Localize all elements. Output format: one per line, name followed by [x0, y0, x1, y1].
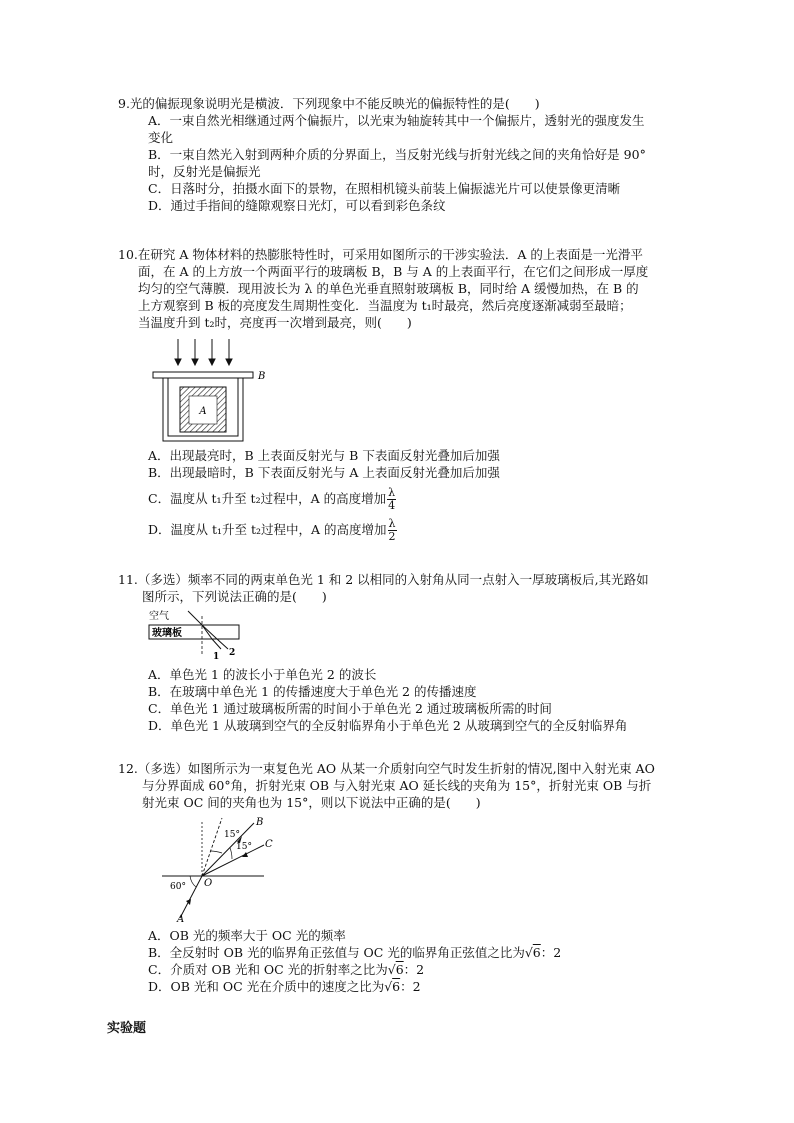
q12-figure-label-a: A — [177, 914, 185, 925]
q9-option-d: D．通过手指间的缝隙观察日光灯，可以看到彩色条纹 — [148, 198, 446, 213]
q9-option-a-line1: A．一束自然光相继通过两个偏振片，以光束为轴旋转其中一个偏振片，透射光的强度发生 — [148, 113, 645, 128]
q11-option-a: A．单色光 1 的波长小于单色光 2 的波长 — [148, 667, 377, 682]
q11-option-b: B．在玻璃中单色光 1 的传播速度大于单色光 2 的传播速度 — [148, 684, 477, 699]
q12-figure-angle-15a: 15° — [224, 830, 240, 840]
q12-figure-label-o: O — [204, 878, 213, 889]
q12-option-b: B．全反射时 OB 光的临界角正弦值与 OC 光的临界角正弦值之比为√6：2 — [148, 945, 562, 960]
question-11-stem-line2: 图所示，下列说法正确的是( ) — [142, 589, 327, 604]
q12-option-a: A．OB 光的频率大于 OC 光的频率 — [148, 928, 346, 943]
section-title-experiment: 实验题 — [107, 1021, 147, 1036]
q10-option-c-text: C．温度从 t₁升至 t₂过程中，A 的高度增加 — [148, 491, 387, 506]
ratio-tail: ：2 — [400, 979, 421, 994]
question-11 — [118, 571, 708, 605]
q10-option-d-fraction — [388, 518, 397, 543]
q12-figure-label-b: B — [256, 817, 264, 828]
q11-figure — [146, 608, 246, 664]
q11-figure-label-1: 1 — [213, 652, 220, 662]
q11-option-c: C．单色光 1 通过玻璃板所需的时间小于单色光 2 通过玻璃板所需的时间 — [148, 701, 552, 716]
q10-option-c — [148, 487, 708, 512]
question-10-stem-line2: 面，在 A 的上方放一个两面平行的玻璃板 B，B 与 A 的上表面平行，在它们之间形成一厚度 — [138, 264, 649, 279]
q12-option-c-text: C．介质对 OB 光和 OC 光的折射率之比为 — [148, 962, 388, 977]
q12-figure-label-c: C — [265, 839, 273, 850]
q10-option-d-text: D．温度从 t₁升至 t₂过程中，A 的高度增加 — [148, 522, 387, 537]
question-12 — [118, 760, 708, 811]
q11-option-d: D．单色光 1 从玻璃到空气的全反射临界角小于单色光 2 从玻璃到空气的全反射临界角 — [148, 718, 628, 733]
question-10-stem-line5: 当温度升到 t₂时，亮度再一次增到最亮，则( ) — [138, 315, 412, 330]
fraction-numerator: λ — [388, 517, 396, 530]
q12-option-d-text: D．OB 光和 OC 光在介质中的速度之比为 — [148, 979, 385, 994]
question-10-stem-line1: 10.在研究 A 物体材料的热膨胀特性时，可采用如图所示的干涉实验法．A 的上表面是一光滑平 — [118, 247, 643, 262]
q10-figure — [145, 335, 275, 447]
q10-figure-label-b: B — [258, 371, 266, 382]
question-9 — [118, 95, 708, 214]
question-12-stem-line3: 射光束 OC 间的夹角也为 15°，则以下说法中正确的是( ) — [142, 795, 481, 810]
question-10 — [118, 246, 708, 331]
question-12-stem-line2: 与分界面成 60°角，折射光束 OB 与入射光束 AO 延长线的夹角为 15°，折射光束 OB 与折 — [142, 778, 652, 793]
q9-option-a-line2: 变化 — [148, 130, 174, 145]
fraction-denominator: 4 — [388, 499, 396, 512]
q12-option-d: D．OB 光和 OC 光在介质中的速度之比为√6：2 — [148, 979, 421, 994]
q12-figure-angle-15b: 15° — [236, 842, 252, 852]
question-10-options — [118, 447, 708, 543]
q10-option-d — [148, 518, 708, 543]
ratio-tail: ：2 — [540, 945, 562, 960]
question-11-options — [118, 666, 708, 734]
question-10-stem-line3: 均匀的空气薄膜．现用波长为 λ 的单色光垂直照射玻璃板 B，同时给 A 缓慢加热，在 B 的 — [138, 281, 639, 296]
q11-figure-label-air: 空气 — [149, 611, 169, 622]
sqrt-radicand: 6 — [395, 962, 404, 977]
q10-figure-label-a: A — [199, 406, 207, 417]
q12-option-c: C．介质对 OB 光和 OC 光的折射率之比为√6：2 — [148, 962, 425, 977]
q9-option-b-line2: 时，反射光是偏振光 — [148, 164, 261, 179]
sqrt-radicand: 6 — [532, 945, 541, 960]
q11-figure-label-2: 2 — [229, 648, 236, 658]
q12-option-b-text: B．全反射时 OB 光的临界角正弦值与 OC 光的临界角正弦值之比为 — [148, 945, 525, 960]
ratio-tail: ：2 — [403, 962, 425, 977]
q9-option-b-line1: B．一束自然光入射到两种介质的分界面上，当反射光线与折射光线之间的夹角恰好是 90° — [148, 147, 646, 162]
q11-figure-label-glass: 玻璃板 — [152, 628, 182, 639]
question-12-options — [118, 927, 708, 995]
question-11-stem-line1: 11.（多选）频率不同的两束单色光 1 和 2 以相同的入射角从同一点射入一厚玻璃板后,其光路如 — [118, 572, 649, 587]
question-9-stem: 9.光的偏振现象说明光是横波．下列现象中不能反映光的偏振特性的是( ) — [118, 96, 540, 111]
question-10-stem-line4: 上方观察到 B 板的亮度发生周期性变化．当温度为 t₁时最亮，然后亮度逐渐减弱至最暗； — [138, 298, 632, 313]
q12-figure — [160, 815, 273, 925]
q10-option-a: A．出现最亮时，B 上表面反射光与 B 下表面反射光叠加后加强 — [148, 448, 500, 463]
fraction-numerator: λ — [388, 486, 396, 499]
q9-option-c: C．日落时分，拍摄水面下的景物，在照相机镜头前装上偏振滤光片可以使景像更清晰 — [148, 181, 621, 196]
q10-option-c-fraction — [387, 487, 396, 512]
q12-figure-angle-60: 60° — [170, 882, 186, 892]
question-12-stem-line1: 12.（多选）如图所示为一束复色光 AO 从某一介质射向空气时发生折射的情况,图中入射光束 AO — [118, 761, 655, 776]
q10-option-b: B．出现最暗时，B 下表面反射光与 A 上表面反射光叠加后加强 — [148, 465, 500, 480]
sqrt-radicand: 6 — [392, 979, 401, 994]
fraction-denominator: 2 — [388, 530, 396, 543]
